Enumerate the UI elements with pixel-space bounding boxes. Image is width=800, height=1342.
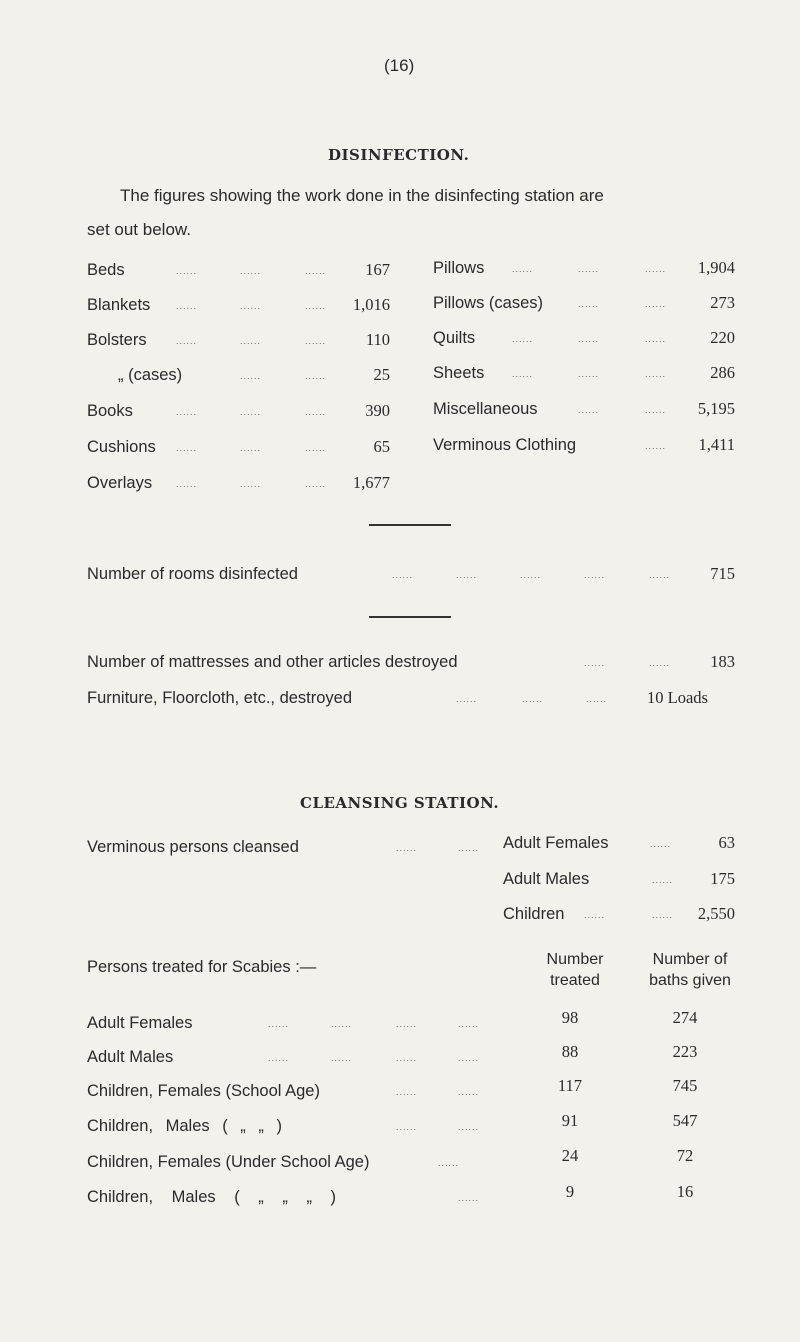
leader-dots: ...... bbox=[331, 1053, 353, 1063]
furniture-label: Furniture, Floorcloth, etc., destroyed bbox=[87, 689, 353, 707]
leader-dots: ...... bbox=[305, 407, 327, 417]
baths-cell: 745 bbox=[672, 1076, 698, 1095]
leader-dots: ...... bbox=[176, 301, 198, 311]
leader-dots: ...... bbox=[305, 266, 327, 276]
item-value: 110 bbox=[365, 330, 390, 349]
leader-dots: ...... bbox=[458, 843, 480, 853]
leader-dots: ...... bbox=[438, 1158, 460, 1168]
leader-dots: ...... bbox=[456, 570, 478, 580]
column-header-line: treated bbox=[550, 972, 600, 989]
leader-dots: ...... bbox=[240, 301, 262, 311]
item-label: Blankets bbox=[87, 296, 151, 314]
item-label: Overlays bbox=[87, 474, 153, 492]
item-value: 5,195 bbox=[697, 399, 735, 418]
intro-text-line-2: set out below. bbox=[87, 220, 191, 239]
page-number: (16) bbox=[384, 56, 415, 75]
item-value: 25 bbox=[373, 365, 390, 384]
leader-dots: ...... bbox=[652, 875, 674, 885]
leader-dots: ...... bbox=[586, 694, 608, 704]
item-label: Beds bbox=[87, 261, 125, 279]
leader-dots: ...... bbox=[645, 369, 667, 379]
item-label: Cushions bbox=[87, 438, 156, 456]
leader-dots: ...... bbox=[268, 1053, 290, 1063]
leader-dots: ...... bbox=[240, 479, 262, 489]
row-label: Children, Males ( „ „ „ ) bbox=[87, 1188, 337, 1206]
item-label: Adult Females bbox=[503, 834, 609, 852]
baths-cell: 274 bbox=[672, 1008, 698, 1027]
item-label: Sheets bbox=[433, 364, 485, 382]
leader-dots: ...... bbox=[578, 405, 600, 415]
item-label: Books bbox=[87, 402, 133, 420]
treated-cell: 117 bbox=[557, 1076, 583, 1095]
leader-dots: ...... bbox=[305, 371, 327, 381]
leader-dots: ...... bbox=[176, 407, 198, 417]
leader-dots: ...... bbox=[520, 570, 542, 580]
item-value: 1,411 bbox=[698, 435, 735, 454]
baths-cell: 72 bbox=[676, 1146, 694, 1165]
leader-dots: ...... bbox=[645, 264, 667, 274]
column-header-line: Number bbox=[546, 951, 604, 968]
item-label: Children bbox=[503, 905, 565, 923]
leader-dots: ...... bbox=[396, 843, 418, 853]
intro-text-line-1: The figures showing the work done in the disinfecting station are bbox=[120, 186, 604, 205]
rooms-value: 715 bbox=[710, 564, 735, 583]
row-label: Children, Females (School Age) bbox=[87, 1082, 320, 1100]
disinfection-heading: DISINFECTION. bbox=[328, 146, 470, 164]
leader-dots: ...... bbox=[649, 658, 671, 668]
leader-dots: ...... bbox=[240, 371, 262, 381]
treated-cell: 88 bbox=[561, 1042, 579, 1061]
item-value: 390 bbox=[365, 401, 390, 420]
item-value: 2,550 bbox=[697, 904, 735, 923]
leader-dots: ...... bbox=[396, 1053, 418, 1063]
item-value: 273 bbox=[710, 293, 735, 312]
item-value: 220 bbox=[710, 328, 735, 347]
column-header-baths bbox=[630, 949, 750, 991]
leader-dots: ...... bbox=[305, 479, 327, 489]
column-header-treated bbox=[520, 949, 630, 991]
item-label: Adult Males bbox=[503, 870, 590, 888]
leader-dots: ...... bbox=[456, 694, 478, 704]
baths-cell: 16 bbox=[676, 1182, 694, 1201]
leader-dots: ...... bbox=[512, 264, 534, 274]
leader-dots: ...... bbox=[512, 369, 534, 379]
leader-dots: ...... bbox=[584, 658, 606, 668]
leader-dots: ...... bbox=[458, 1193, 480, 1203]
leader-dots: ...... bbox=[584, 910, 606, 920]
row-label: Adult Males bbox=[87, 1048, 174, 1066]
item-value: 1,677 bbox=[352, 473, 390, 492]
column-header-line: baths given bbox=[649, 972, 731, 989]
treated-cell: 9 bbox=[565, 1182, 575, 1201]
leader-dots: ...... bbox=[458, 1122, 480, 1132]
leader-dots: ...... bbox=[522, 694, 544, 704]
leader-dots: ...... bbox=[396, 1087, 418, 1097]
leader-dots: ...... bbox=[578, 264, 600, 274]
column-header-line: Number of bbox=[652, 951, 728, 968]
leader-dots: ...... bbox=[331, 1019, 353, 1029]
treated-cell: 91 bbox=[561, 1111, 579, 1130]
verminous-label: Verminous persons cleansed bbox=[87, 838, 299, 856]
leader-dots: ...... bbox=[645, 405, 667, 415]
item-value: 1,904 bbox=[697, 258, 735, 277]
item-value: 1,016 bbox=[352, 295, 390, 314]
leader-dots: ...... bbox=[268, 1019, 290, 1029]
item-value: 65 bbox=[373, 437, 390, 456]
leader-dots: ...... bbox=[396, 1122, 418, 1132]
treated-cell: 98 bbox=[561, 1008, 579, 1027]
leader-dots: ...... bbox=[240, 266, 262, 276]
item-value: 167 bbox=[365, 260, 390, 279]
leader-dots: ...... bbox=[578, 299, 600, 309]
leader-dots: ...... bbox=[578, 369, 600, 379]
leader-dots: ...... bbox=[652, 910, 674, 920]
leader-dots: ...... bbox=[650, 839, 672, 849]
leader-dots: ...... bbox=[396, 1019, 418, 1029]
scabies-label: Persons treated for Scabies :— bbox=[87, 958, 317, 976]
item-label: Quilts bbox=[433, 329, 476, 347]
leader-dots: ...... bbox=[645, 441, 667, 451]
leader-dots: ...... bbox=[305, 336, 327, 346]
leader-dots: ...... bbox=[176, 266, 198, 276]
leader-dots: ...... bbox=[584, 570, 606, 580]
leader-dots: ...... bbox=[305, 443, 327, 453]
row-label: Children, Males ( „ „ ) bbox=[87, 1117, 282, 1135]
leader-dots: ...... bbox=[645, 334, 667, 344]
item-label: Miscellaneous bbox=[433, 400, 538, 418]
divider bbox=[369, 524, 451, 526]
item-value: 175 bbox=[710, 869, 735, 888]
item-label: Pillows (cases) bbox=[433, 294, 544, 312]
leader-dots: ...... bbox=[392, 570, 414, 580]
leader-dots: ...... bbox=[458, 1053, 480, 1063]
item-value: 63 bbox=[718, 833, 735, 852]
baths-cell: 547 bbox=[672, 1111, 698, 1130]
leader-dots: ...... bbox=[305, 301, 327, 311]
leader-dots: ...... bbox=[578, 334, 600, 344]
item-label: Verminous Clothing bbox=[433, 436, 577, 454]
leader-dots: ...... bbox=[176, 443, 198, 453]
rooms-label: Number of rooms disinfected bbox=[87, 565, 298, 583]
leader-dots: ...... bbox=[176, 479, 198, 489]
leader-dots: ...... bbox=[649, 570, 671, 580]
mattresses-label: Number of mattresses and other articles destroyed bbox=[87, 653, 458, 671]
item-label: Pillows bbox=[433, 259, 485, 277]
leader-dots: ...... bbox=[458, 1087, 480, 1097]
item-value: 286 bbox=[710, 363, 735, 382]
leader-dots: ...... bbox=[176, 336, 198, 346]
leader-dots: ...... bbox=[645, 299, 667, 309]
mattresses-value: 183 bbox=[710, 652, 735, 671]
cleansing-heading: CLEANSING STATION. bbox=[300, 794, 500, 812]
item-label: „ (cases) bbox=[118, 366, 183, 384]
leader-dots: ...... bbox=[458, 1019, 480, 1029]
leader-dots: ...... bbox=[240, 407, 262, 417]
row-label: Adult Females bbox=[87, 1014, 193, 1032]
leader-dots: ...... bbox=[240, 336, 262, 346]
leader-dots: ...... bbox=[240, 443, 262, 453]
furniture-value: 10 Loads bbox=[647, 688, 708, 707]
baths-cell: 223 bbox=[672, 1042, 698, 1061]
divider bbox=[369, 616, 451, 618]
item-label: Bolsters bbox=[87, 331, 147, 349]
treated-cell: 24 bbox=[561, 1146, 579, 1165]
leader-dots: ...... bbox=[512, 334, 534, 344]
row-label: Children, Females (Under School Age) bbox=[87, 1153, 370, 1171]
